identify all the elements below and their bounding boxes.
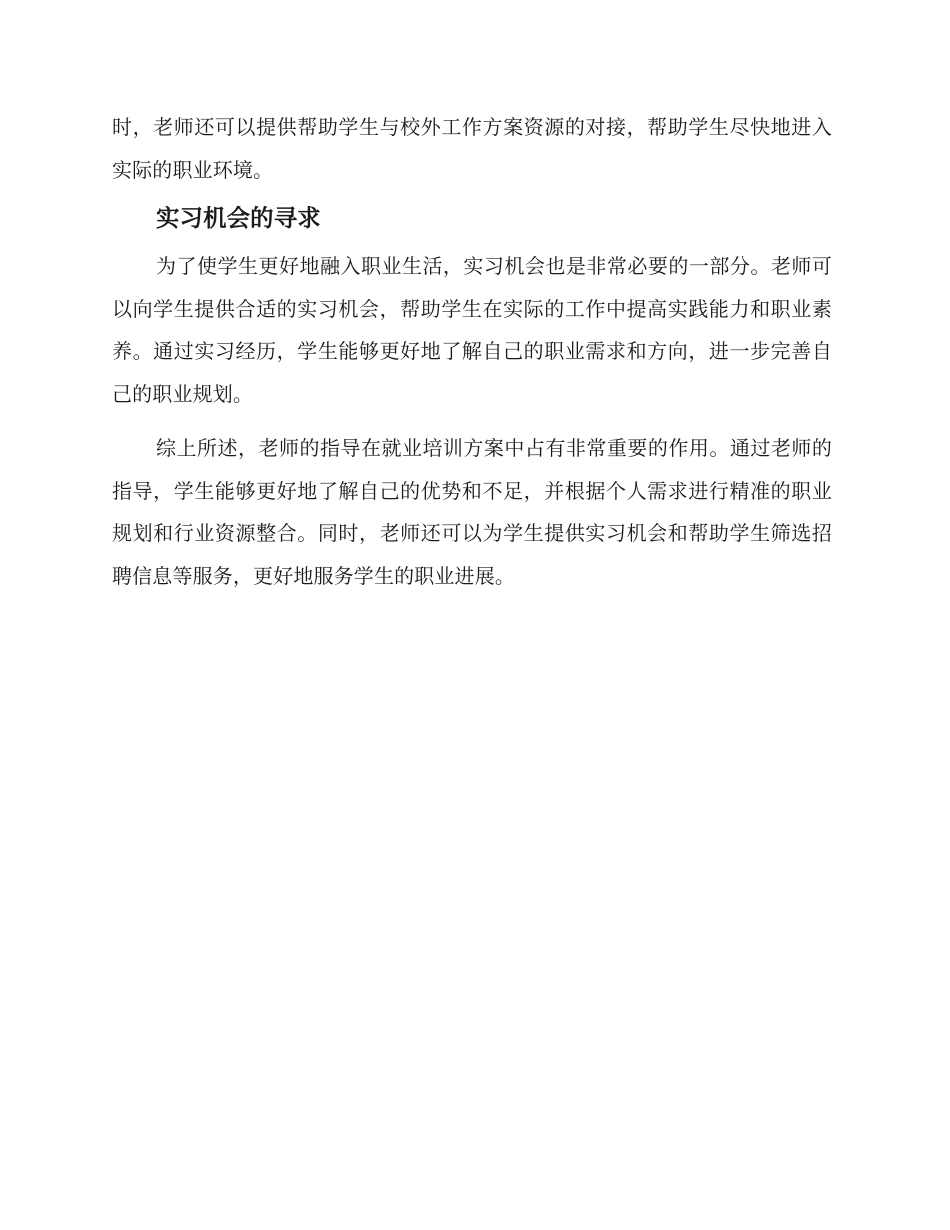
paragraph-spacer (112, 415, 832, 427)
section-heading: 实习机会的寻求 (156, 204, 321, 232)
internship-paragraph: 为了使学生更好地融入职业生活，实习机会也是非常必要的一部分。老师可以向学生提供合适的实习机会，帮助学生在实际的工作中提高实践能力和职业素养。通过实习经历，学生能够更好地了解自己的职业需求和方向，进一步完善自己的职业规划。 (112, 254, 832, 406)
document-body (112, 106, 832, 597)
summary-paragraph: 综上所述，老师的指导在就业培训方案中占有非常重要的作用。通过老师的指导，学生能够更好地了解自己的优势和不足，并根据个人需求进行精准的职业规划和行业资源整合。同时，老师还可以为学生提供实习机会和帮助学生筛选招聘信息等服务，更好地服务学生的职业进展。 (112, 436, 832, 588)
continued-paragraph: 时，老师还可以提供帮助学生与校外工作方案资源的对接，帮助学生尽快地进入实际的职业环境。 (112, 115, 832, 182)
